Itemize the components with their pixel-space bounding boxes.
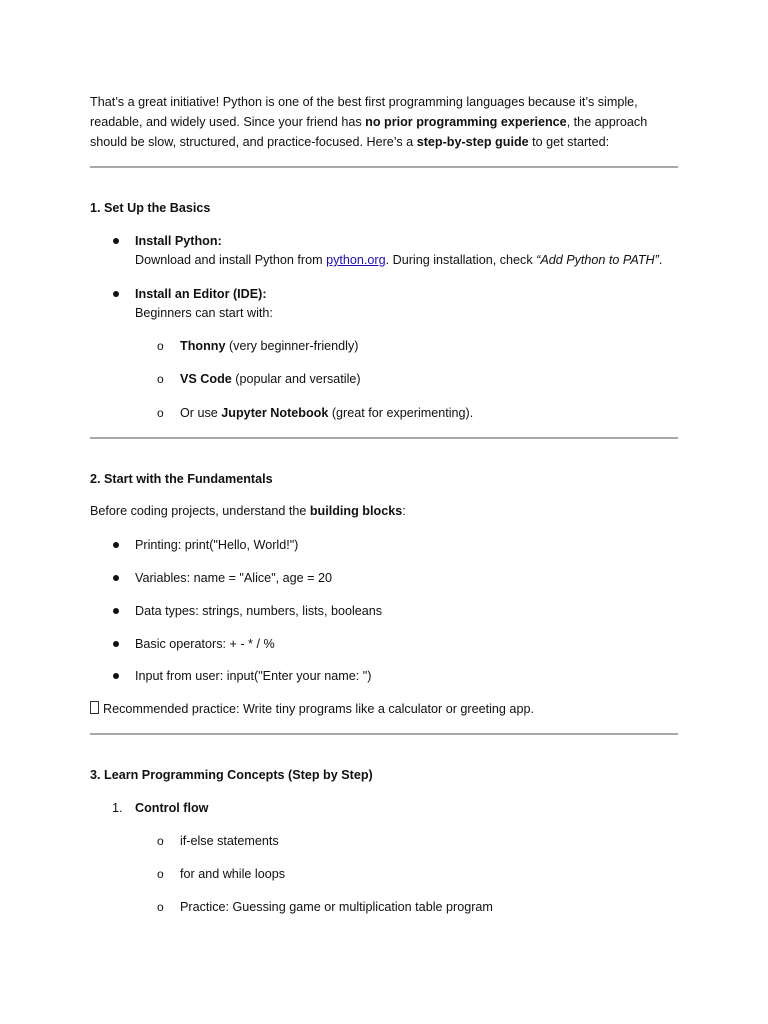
install-python-title: Install Python: (135, 234, 222, 248)
control-flow-item: for and while loops (180, 867, 286, 881)
bullet-icon (113, 608, 119, 614)
section1-heading: 1. Set Up the Basics (90, 201, 211, 215)
bullet-icon (113, 542, 119, 548)
intro-line-1: That’s a great initiative! Python is one of the best first programming languages because it’s simple, (90, 95, 638, 109)
horizontal-divider (90, 166, 678, 168)
install-editor-title: Install an Editor (IDE): (135, 287, 267, 301)
sub-bullet-icon: o (157, 339, 164, 353)
control-flow-item: if-else statements (180, 834, 279, 848)
sub-bullet-icon: o (157, 372, 164, 386)
bullet-icon (113, 238, 119, 244)
bullet-icon (113, 291, 119, 297)
fundamentals-item: Input from user: input("Enter your name: ") (135, 669, 372, 683)
editor-item: Thonny (very beginner-friendly) (180, 339, 359, 353)
install-python-desc: Download and install Python from python.org. During installation, check “Add Python to PATH”. (135, 253, 663, 267)
practice-note: Recommended practice: Write tiny programs like a calculator or greeting app. (90, 701, 534, 717)
placeholder-box-icon (90, 701, 99, 714)
python-org-link[interactable]: python.org (326, 253, 386, 267)
sub-bullet-icon: o (157, 900, 164, 914)
bullet-icon (113, 575, 119, 581)
step-title: Control flow (135, 801, 209, 815)
fundamentals-item: Data types: strings, numbers, lists, booleans (135, 604, 383, 618)
intro-line-3: should be slow, structured, and practice-focused. Here’s a step-by-step guide to get started: (90, 135, 610, 149)
fundamentals-item: Printing: print("Hello, World!") (135, 538, 299, 552)
sub-bullet-icon: o (157, 406, 164, 420)
fundamentals-item: Basic operators: + - * / % (135, 637, 275, 651)
fundamentals-item: Variables: name = "Alice", age = 20 (135, 571, 333, 585)
control-flow-item: Practice: Guessing game or multiplication table program (180, 900, 493, 914)
editor-item: Or use Jupyter Notebook (great for experimenting). (180, 406, 474, 420)
intro-line-2: readable, and widely used. Since your friend has no prior programming experience, the approach (90, 115, 648, 129)
bullet-icon (113, 641, 119, 647)
horizontal-divider (90, 733, 678, 735)
section2-intro: Before coding projects, understand the building blocks: (90, 504, 406, 518)
step-number: 1. (112, 801, 123, 815)
editor-item: VS Code (popular and versatile) (180, 372, 361, 386)
bullet-icon (113, 673, 119, 679)
sub-bullet-icon: o (157, 867, 164, 881)
install-editor-desc: Beginners can start with: (135, 306, 273, 320)
section3-heading: 3. Learn Programming Concepts (Step by Step) (90, 768, 373, 782)
horizontal-divider (90, 437, 678, 439)
section2-heading: 2. Start with the Fundamentals (90, 472, 273, 486)
sub-bullet-icon: o (157, 834, 164, 848)
